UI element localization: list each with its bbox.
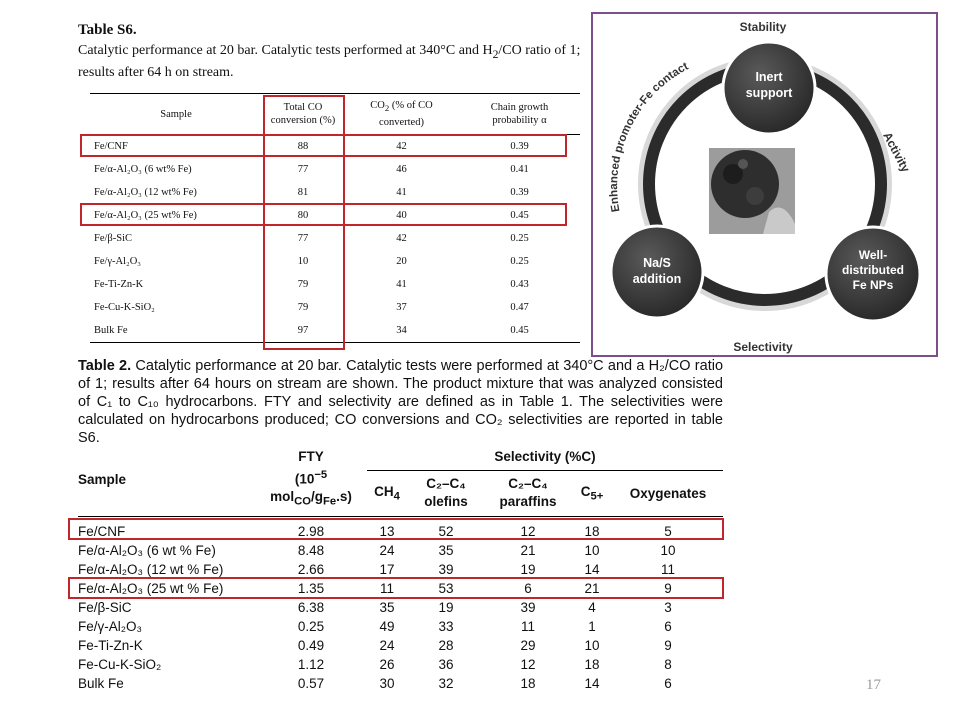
s6-sample: Fe-Ti-Zn-K [94, 279, 144, 290]
t2-header-sample: Sample [78, 443, 255, 516]
table-s6-caption: Catalytic performance at 20 bar. Catalytic tests performed at 340°C and $H_2/CO$ ratio of 1; results after 64 h on stream. [78, 43, 581, 80]
t2-header-paraffins: C₂–C₄ paraffins [485, 470, 571, 516]
s6-alpha: 0.45 [510, 210, 529, 221]
node-left-line2: addition [632, 272, 682, 286]
table-2-caption [78, 357, 723, 447]
tem-micrograph-image [709, 148, 795, 234]
node-top-line1: Inert [755, 70, 783, 84]
t2-fty: 2.98 [297, 523, 325, 539]
t2-c5: 10 [584, 542, 600, 558]
t2-olefins: 52 [438, 523, 454, 539]
t2-oxygenates: 6 [664, 675, 672, 691]
table-row [78, 560, 723, 579]
s6-sample: Fe/γ-Al₂O₃ [94, 256, 141, 267]
s6-co-conversion: 10 [297, 256, 309, 267]
s6-alpha: 0.39 [510, 187, 529, 198]
s6-alpha: 0.25 [510, 256, 529, 267]
t2-ch4: 49 [379, 618, 395, 634]
s6-alpha: 0.39 [510, 141, 529, 152]
s6-co-conversion: 80 [297, 210, 309, 221]
t2-header-c5: $C_{5+}$ [571, 470, 613, 516]
t2-fty: 2.66 [297, 561, 325, 577]
t2-fty: 8.48 [297, 542, 325, 558]
t2-sample: Fe/β-SiC [78, 599, 132, 615]
s6-co-conversion: 81 [297, 187, 309, 198]
t2-fty: 6.38 [297, 599, 325, 615]
s6-header-co2: $CO_2$ (% of CO converted) [344, 94, 459, 135]
t2-highlight-fe-cnf-row [68, 518, 724, 540]
t2-oxygenates: 5 [664, 523, 672, 539]
t2-header-selectivity: Selectivity (%C) [367, 443, 723, 470]
t2-paraffins: 29 [520, 637, 536, 653]
table-row [78, 655, 723, 674]
s6-header-chain-growth: Chain growth probability α [459, 94, 580, 135]
s6-co-conversion: 77 [297, 164, 309, 175]
t2-oxygenates: 3 [664, 599, 672, 615]
t2-fty: 1.12 [297, 656, 325, 672]
s6-sample: Fe/α-Al₂O₃ (6 wt% Fe) [94, 164, 192, 175]
t2-olefins: 33 [438, 618, 454, 634]
t2-c5: 14 [584, 675, 600, 691]
s6-sample: Fe/CNF [94, 141, 128, 152]
t2-sample: Fe/α-Al₂O₃ (6 wt % Fe) [78, 542, 216, 558]
s6-co-conversion: 79 [297, 302, 309, 313]
s6-co2: 42 [396, 233, 407, 244]
node-right-line3: Fe NPs [852, 278, 894, 292]
t2-header-olefins: C₂–C₄ olefins [407, 470, 485, 516]
node-right-line1: Well- [858, 248, 888, 262]
t2-olefins: 28 [438, 637, 454, 653]
t2-oxygenates: 9 [664, 580, 672, 596]
t2-paraffins: 6 [524, 580, 532, 596]
t2-oxygenates: 6 [664, 618, 672, 634]
t2-fty: 1.35 [297, 580, 325, 596]
s6-co2: 41 [396, 279, 407, 290]
t2-sample: Fe/α-Al₂O₃ (25 wt % Fe) [78, 580, 224, 596]
t2-c5: 1 [588, 618, 596, 634]
s6-alpha: 0.43 [510, 279, 529, 290]
t2-ch4: 11 [379, 580, 394, 596]
label-activity: Activity [880, 129, 913, 175]
t2-olefins: 19 [438, 599, 454, 615]
s6-alpha: 0.47 [510, 302, 529, 313]
t2-oxygenates: 9 [664, 637, 672, 653]
t2-c5: 18 [584, 523, 600, 539]
diagram-graphic [593, 14, 936, 355]
s6-header-co-conversion: Total CO conversion (%) [262, 94, 344, 135]
s6-sample: Fe-Cu-K-SiO₂ [94, 302, 155, 313]
s6-co-conversion: 79 [297, 279, 309, 290]
t2-c5: 4 [588, 599, 596, 615]
s6-co2: 40 [396, 210, 407, 221]
t2-paraffins: 11 [520, 618, 535, 634]
t2-sample: Fe/γ-Al₂O₃ [78, 618, 142, 634]
node-left-line1: Na/S [643, 256, 671, 270]
node-top-line2: support [745, 86, 793, 100]
t2-ch4: 13 [379, 523, 395, 539]
catalyst-design-diagram [591, 12, 938, 357]
t2-c5: 14 [584, 561, 600, 577]
t2-ch4: 24 [379, 637, 395, 653]
t2-olefins: 32 [438, 675, 454, 691]
t2-c5: 18 [584, 656, 600, 672]
t2-ch4: 24 [379, 542, 395, 558]
s6-sample: Fe/α-Al₂O₃ (25 wt% Fe) [94, 210, 197, 221]
s6-co2: 46 [396, 164, 407, 175]
s6-highlight-co-conversion-column [263, 95, 345, 350]
table-row [78, 541, 723, 560]
t2-oxygenates: 10 [660, 542, 676, 558]
t2-olefins: 35 [438, 542, 454, 558]
t2-c5: 21 [584, 580, 600, 596]
t2-paraffins: 19 [520, 561, 536, 577]
t2-paraffins: 39 [520, 599, 536, 615]
label-selectivity: Selectivity [733, 340, 793, 354]
s6-sample: Fe/β-SiC [94, 233, 133, 244]
node-right-line2: distributed [842, 263, 904, 277]
page-number: 17 [866, 677, 881, 693]
label-stability: Stability [739, 20, 787, 34]
s6-co2: 42 [396, 141, 407, 152]
s6-alpha: 0.41 [510, 164, 529, 175]
t2-highlight-fe-al2o3-25-row [68, 577, 724, 599]
t2-olefins: 53 [438, 580, 454, 596]
t2-fty: 0.25 [297, 618, 325, 634]
t2-header-ch4: $CH_4$ [367, 470, 407, 516]
t2-header-oxygenates: Oxygenates [613, 470, 723, 516]
s6-alpha: 0.45 [459, 319, 580, 343]
t2-olefins: 39 [438, 561, 454, 577]
table-row [78, 598, 723, 617]
t2-paraffins: 12 [520, 656, 536, 672]
s6-co2: 41 [396, 187, 407, 198]
s6-co2: 34 [344, 319, 459, 343]
table-2-label: Table 2. [78, 358, 132, 374]
t2-ch4: 17 [379, 561, 395, 577]
t2-fty: 0.57 [297, 675, 325, 691]
t2-sample: Bulk Fe [78, 675, 124, 691]
s6-alpha: 0.25 [510, 233, 529, 244]
t2-oxygenates: 11 [660, 561, 675, 577]
t2-sample: Fe/CNF [78, 523, 126, 539]
label-enhanced-promoter-fe-contact: Enhanced promoter-Fe contact [608, 60, 691, 213]
s6-co-conversion: 88 [297, 141, 309, 152]
table-s6-title: Table S6. [78, 22, 137, 38]
t2-paraffins: 12 [520, 523, 536, 539]
t2-paraffins: 21 [520, 542, 536, 558]
s6-co2: 20 [396, 256, 407, 267]
s6-co-conversion: 97 [262, 319, 344, 343]
table-2 [78, 443, 723, 693]
t2-paraffins: 18 [520, 675, 536, 691]
t2-fty: 0.49 [297, 637, 325, 653]
s6-header-sample: Sample [90, 94, 262, 135]
t2-olefins: 36 [438, 656, 454, 672]
t2-sample: Fe/α-Al₂O₃ (12 wt % Fe) [78, 561, 224, 577]
table-row [78, 617, 723, 636]
s6-sample: Fe/α-Al₂O₃ (12 wt% Fe) [94, 187, 197, 198]
table-2-caption-text: Catalytic performance at 20 bar. Catalytic tests were performed at 340°C and a H₂/CO ratio of 1; results after 64 hours on stream are shown. The product mixture that was analyzed consisted of C₁ to C₁₀ hydrocarbons. FTY and selectivity are defined as in Table 1. The selectivities were calculated on hydrocarbons produced; CO conversions and CO₂ selectivities are reported in table S6. [78, 358, 724, 446]
table-row [78, 636, 723, 655]
t2-ch4: 35 [379, 599, 395, 615]
table-row [78, 674, 723, 693]
t2-sample: Fe-Ti-Zn-K [78, 637, 143, 653]
s6-sample: Bulk Fe [90, 319, 262, 343]
t2-ch4: 30 [379, 675, 395, 691]
t2-header-fty: FTY ($10^{-5}$ $mol_{CO}/g_{Fe}.s$) [255, 443, 367, 516]
t2-ch4: 26 [379, 656, 395, 672]
t2-oxygenates: 8 [664, 656, 672, 672]
s6-co2: 37 [396, 302, 407, 313]
t2-c5: 10 [584, 637, 600, 653]
s6-co-conversion: 77 [297, 233, 309, 244]
t2-sample: Fe-Cu-K-SiO₂ [78, 656, 162, 672]
